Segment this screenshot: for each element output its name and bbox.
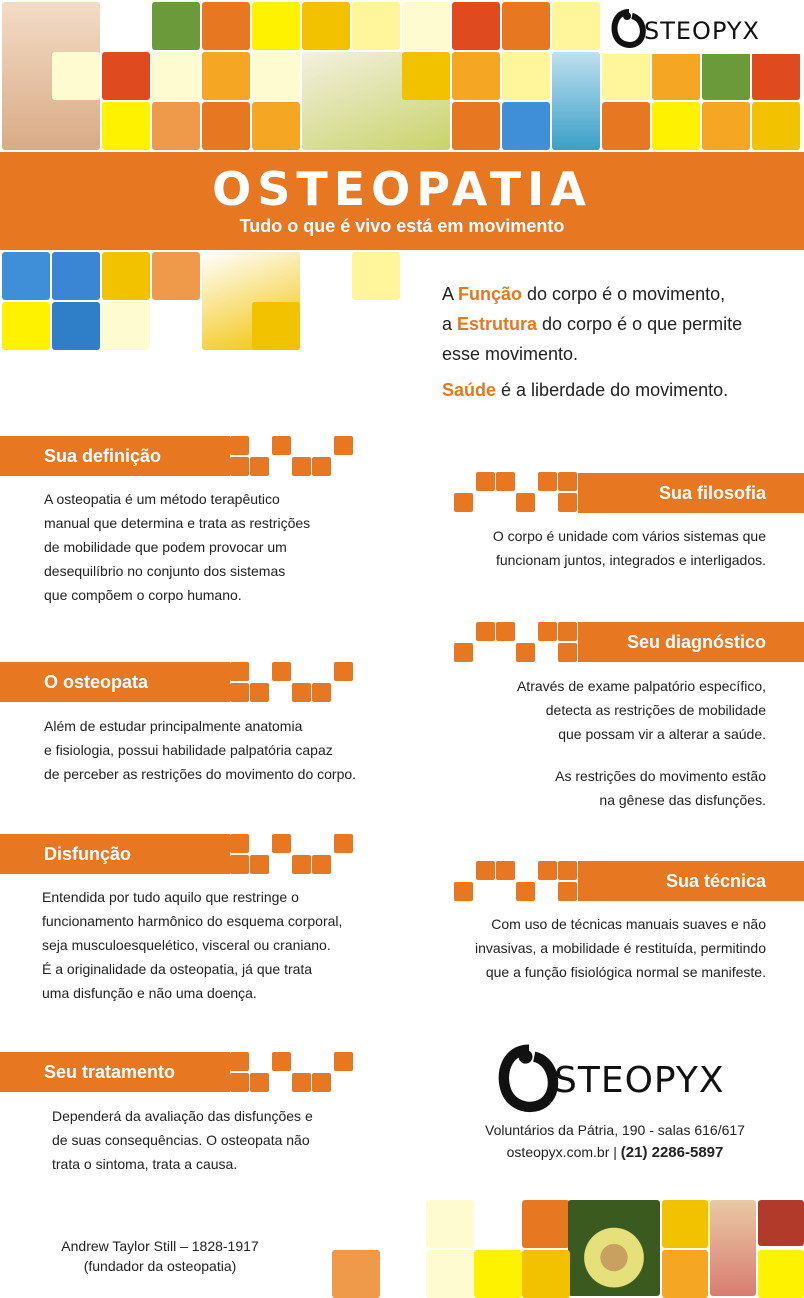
decor-square (516, 882, 535, 901)
decor-square (272, 436, 291, 455)
section-body-definicao (44, 487, 310, 607)
contact-logo (496, 1040, 746, 1120)
tile (352, 2, 400, 50)
footer-credit (0, 1236, 320, 1276)
decor-square (250, 855, 269, 874)
tile (502, 2, 550, 50)
quote-highlight: Função (458, 284, 523, 304)
section-body-tratamento (52, 1104, 313, 1176)
tile (452, 52, 500, 100)
text-line: trata o sintoma, trata a causa. (52, 1156, 238, 1172)
tile (202, 2, 250, 50)
text-line: Através de exame palpatório específico, (516, 678, 766, 694)
decor-square (454, 882, 473, 901)
text-line: manual que determina e trata as restrições (44, 515, 311, 531)
tile (102, 252, 150, 300)
tile (662, 1250, 708, 1298)
tile (702, 102, 750, 150)
section-body-osteopata (44, 714, 356, 786)
text-line: que possam vir a alterar a saúde. (558, 726, 766, 742)
decor-square (558, 472, 577, 491)
text-line: que compõem o corpo humano. (44, 587, 242, 603)
decor-square (230, 1052, 249, 1071)
text-line: O corpo é unidade com vários sistemas que (492, 528, 766, 544)
text-line: na gênese das disfunções. (599, 792, 766, 808)
header-logo-text: STEOPYX (644, 17, 760, 45)
footer-role: (fundador da osteopatia) (83, 1258, 237, 1274)
section-body-disfuncao (42, 885, 342, 1005)
decor-square (558, 622, 577, 641)
tile (758, 1250, 804, 1298)
osteopyx-logo-icon (610, 8, 648, 52)
section-header-definicao: Sua definição (0, 436, 230, 476)
decor-square (496, 861, 515, 880)
quote-text: do corpo é o que permite (537, 314, 743, 334)
tile (652, 52, 700, 100)
section-header-filosofia: Sua filosofia (578, 473, 804, 513)
tile (202, 102, 250, 150)
tile (522, 1200, 570, 1248)
section-header-disfuncao: Disfunção (0, 834, 230, 874)
quote-line-2 (442, 314, 742, 335)
decor-square (230, 834, 249, 853)
header-logo (604, 4, 800, 54)
boy-beach-photo-tile (552, 52, 600, 150)
top-mosaic (0, 0, 804, 152)
decor-square (312, 457, 331, 476)
section-body-diagnostico-extra (555, 764, 766, 812)
cucumber-photo-tile (152, 2, 200, 50)
quote-line-3: esse movimento. (442, 344, 579, 364)
tile (552, 2, 600, 50)
separator: | (613, 1144, 617, 1160)
decor-square (312, 855, 331, 874)
section-header-diagnostico: Seu diagnóstico (578, 622, 804, 662)
decor-square (334, 834, 353, 853)
decor-square (230, 683, 249, 702)
section-body-diagnostico (517, 674, 766, 746)
tile (352, 252, 400, 300)
quote-text: a (442, 314, 458, 334)
avocado-photo-tile (568, 1200, 660, 1296)
quote-highlight: Saúde (442, 380, 497, 400)
sea-photo-tile (502, 102, 550, 150)
tile (522, 1250, 570, 1298)
tile (102, 102, 150, 150)
page-subtitle: Tudo o que é vivo está em movimento (239, 216, 565, 236)
decor-square (272, 662, 291, 681)
section-header-osteopata: O osteopata (0, 662, 230, 702)
decor-square (496, 472, 515, 491)
tile (662, 1200, 708, 1248)
decor-square (250, 1073, 269, 1092)
text-line: uma disfunção e não uma doença. (42, 985, 257, 1001)
decor-square (558, 861, 577, 880)
text-line: É a originalidade da osteopatia, já que trata (42, 961, 313, 977)
decor-square (230, 457, 249, 476)
text-line: A osteopatia é um método terapêutico (44, 491, 280, 507)
text-line: de perceber as restrições do movimento do corpo. (44, 766, 357, 782)
tile (752, 52, 800, 100)
decor-square (334, 662, 353, 681)
osteopyx-logo-icon (496, 1042, 562, 1120)
quote-text: do corpo é o movimento, (522, 284, 726, 304)
text-line: Entendida por tudo aquilo que restringe o (42, 889, 299, 905)
tile (502, 52, 550, 100)
tile (2, 302, 50, 350)
text-line: As restrições do movimento estão (555, 768, 766, 784)
text-line: de suas consequências. O osteopata não (52, 1132, 310, 1148)
decor-square (272, 1052, 291, 1071)
text-line: Com uso de técnicas manuais suaves e não (491, 916, 766, 932)
pumpkin-photo-tile (202, 52, 250, 100)
decor-square (538, 472, 557, 491)
tile (452, 102, 500, 150)
contact-line (440, 1144, 790, 1161)
section-header-tecnica: Sua técnica (578, 861, 804, 901)
decor-square (454, 493, 473, 512)
decor-square (230, 662, 249, 681)
quote-line-4 (442, 380, 728, 401)
section-body-tecnica (475, 912, 766, 984)
text-line: Além de estudar principalmente anatomia (44, 718, 303, 734)
quote-highlight: Estrutura (457, 314, 538, 334)
text-line: Dependerá da avaliação das disfunções e (52, 1108, 313, 1124)
decor-square (558, 493, 577, 512)
decor-square (292, 683, 311, 702)
decor-square (312, 1073, 331, 1092)
decor-square (476, 622, 495, 641)
text-line: seja musculoesquelético, visceral ou craniano. (42, 937, 331, 953)
drinking-photo-tile (52, 302, 100, 350)
decor-square (516, 643, 535, 662)
decor-square (334, 1052, 353, 1071)
tile (402, 2, 450, 50)
title-banner (0, 152, 804, 250)
phone-number: (21) 2286-5897 (620, 1144, 724, 1161)
tile (152, 52, 200, 100)
tile (252, 302, 300, 350)
footer-decor-square (332, 1250, 380, 1298)
child-photo-tile (710, 1200, 756, 1296)
text-line: de mobilidade que podem provocar um (44, 539, 287, 555)
section-body-filosofia (493, 524, 766, 572)
section-header-tratamento: Seu tratamento (0, 1052, 230, 1092)
decor-square (250, 683, 269, 702)
tile (52, 52, 100, 100)
contact-logo-text: STEOPYX (554, 1060, 725, 1101)
tile (102, 302, 150, 350)
text-line: e fisiologia, possui habilidade palpatória capaz (44, 742, 333, 758)
tile (474, 1250, 522, 1298)
text-line: detecta as restrições de mobilidade (545, 702, 766, 718)
decor-square (558, 643, 577, 662)
quote-text: A (442, 284, 459, 304)
decor-square (292, 1073, 311, 1092)
decor-square (496, 622, 515, 641)
bottom-mosaic (420, 1198, 804, 1296)
tile (602, 102, 650, 150)
fruit-photo-tile (758, 1200, 804, 1246)
tile (426, 1200, 474, 1248)
decor-square (538, 861, 557, 880)
text-line: que a função fisiológica normal se manifeste. (485, 964, 766, 980)
quote-line-1 (442, 284, 725, 305)
decor-square (250, 457, 269, 476)
tile (152, 252, 200, 300)
contact-address: Voluntários da Pátria, 190 - salas 616/617 (485, 1122, 745, 1138)
decor-square (292, 457, 311, 476)
decor-square (230, 436, 249, 455)
decor-square (292, 855, 311, 874)
decor-square (516, 493, 535, 512)
decor-square (476, 472, 495, 491)
decor-square (454, 643, 473, 662)
decor-square (538, 622, 557, 641)
pumpkin-photo-tile (752, 102, 800, 150)
tile (252, 52, 300, 100)
tile (252, 102, 300, 150)
decor-square (476, 861, 495, 880)
cucumber-photo-tile (702, 52, 750, 100)
footer-name: Andrew Taylor Still – 1828-1917 (61, 1238, 259, 1254)
text-line: funcionam juntos, integrados e interligados. (495, 552, 766, 568)
tile (452, 2, 500, 50)
decor-square (558, 882, 577, 901)
tile (426, 1250, 474, 1298)
tile (302, 2, 350, 50)
text-line: desequilíbrio no conjunto dos sistemas (44, 563, 286, 579)
drinking-photo-tile (52, 252, 100, 300)
tile (652, 102, 700, 150)
quote-text: é a liberdade do movimento. (496, 380, 729, 400)
tile (402, 52, 450, 100)
decor-square (230, 1073, 249, 1092)
tile (602, 52, 650, 100)
tile (102, 52, 150, 100)
decor-square (312, 683, 331, 702)
secondary-mosaic (0, 250, 410, 354)
text-line: invasivas, a mobilidade é restituída, permitindo (474, 940, 766, 956)
page-title: OSTEOPATIA (212, 162, 592, 216)
decor-square (272, 834, 291, 853)
website-link[interactable]: osteopyx.com.br (506, 1144, 610, 1160)
water-bottle-photo-tile (2, 252, 50, 300)
tile (152, 102, 200, 150)
decor-square (230, 855, 249, 874)
tile (252, 2, 300, 50)
decor-square (334, 436, 353, 455)
text-line: funcionamento harmônico do esquema corporal, (42, 913, 343, 929)
